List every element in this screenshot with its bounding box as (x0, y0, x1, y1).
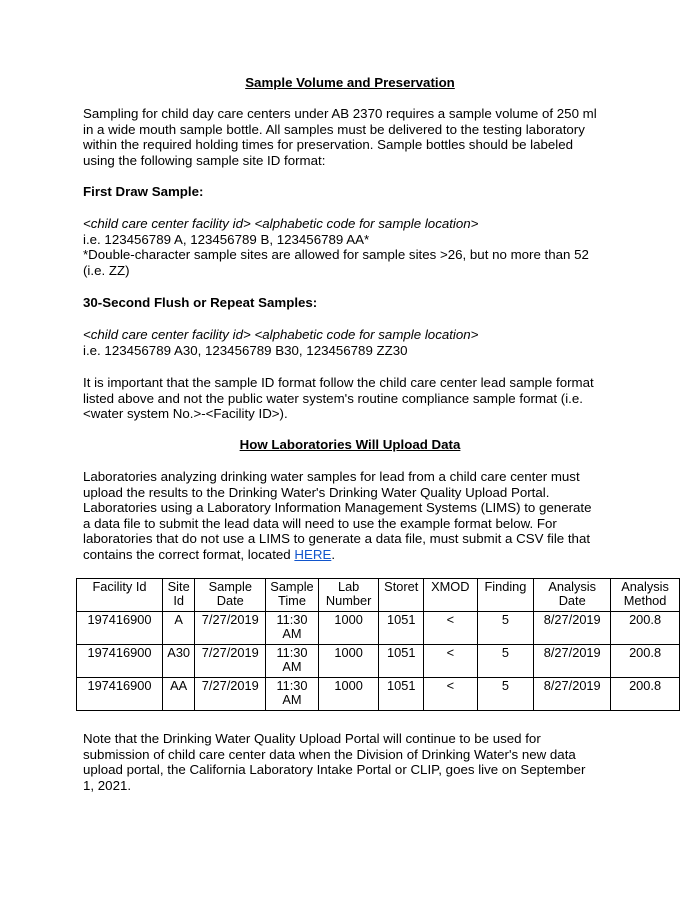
note-line: Note that the Drinking Water Quality Upload Portal will continue to be used for (83, 731, 541, 746)
cell-analysis-date: 8/27/2019 (534, 645, 611, 678)
cell-facility-id: 197416900 (77, 612, 163, 645)
header-facility-id: Facility Id (77, 579, 163, 612)
cell-sample-date: 7/27/2019 (195, 612, 266, 645)
cell-lab-number: 1000 (318, 678, 379, 711)
cell-finding: 5 (477, 612, 534, 645)
cell-xmod: < (424, 612, 478, 645)
table-row (77, 678, 680, 711)
important-line: listed above and not the public water system's routine compliance sample format (i.e. (83, 390, 583, 406)
intro-paragraph (83, 106, 683, 168)
cell-lab-number: 1000 (318, 612, 379, 645)
cell-site-id: A (162, 612, 194, 645)
table-row (77, 645, 680, 678)
upload-line-suffix: . (331, 546, 336, 562)
important-line: It is important that the sample ID format follow the child care center lead sample format (83, 375, 594, 390)
cell-site-id: AA (162, 678, 194, 711)
note-line: 1, 2021. (83, 777, 132, 793)
first-draw-note-line: *Double-character sample sites are allowed for sample sites >26, but no more than 52 (83, 247, 589, 263)
cell-storet: 1051 (379, 645, 424, 678)
first-draw-block (83, 216, 683, 278)
table-row (77, 612, 680, 645)
upload-line: laboratories that do not use a LIMS to generate a data file, must submit a CSV file that (83, 531, 591, 547)
upload-line: Laboratories analyzing drinking water samples for lead from a child care center must (83, 469, 580, 484)
first-draw-example: i.e. 123456789 A, 123456789 B, 123456789 AA* (83, 231, 370, 247)
header-xmod: XMOD (424, 579, 478, 612)
cell-xmod: < (424, 678, 478, 711)
upload-line-last (83, 547, 683, 563)
header-lab-number: Lab Number (318, 579, 379, 612)
header-analysis-date: Analysis Date (534, 579, 611, 612)
header-sample-time: Sample Time (266, 579, 319, 612)
cell-site-id: A30 (162, 645, 194, 678)
cell-sample-date: 7/27/2019 (195, 645, 266, 678)
here-link[interactable]: HERE (294, 546, 332, 562)
cell-sample-date: 7/27/2019 (195, 678, 266, 711)
cell-storet: 1051 (379, 678, 424, 711)
intro-line: Sampling for child day care centers under AB 2370 requires a sample volume of 250 ml (83, 106, 597, 121)
header-analysis-method: Analysis Method (611, 579, 680, 612)
section-heading-sample-volume: Sample Volume and Preservation (245, 75, 455, 90)
first-draw-format: <child care center facility id> <alphabetic code for sample location> (83, 216, 479, 231)
header-finding: Finding (477, 579, 534, 612)
note-paragraph (83, 731, 683, 793)
cell-analysis-method: 200.8 (611, 678, 680, 711)
cell-xmod: < (424, 645, 478, 678)
header-storet: Storet (379, 579, 424, 612)
cell-sample-time: 11:30 AM (266, 612, 319, 645)
cell-analysis-method: 200.8 (611, 612, 680, 645)
cell-analysis-date: 8/27/2019 (534, 612, 611, 645)
intro-line: within the required holding times for preservation. Sample bottles should be labeled (83, 137, 574, 153)
intro-line: in a wide mouth sample bottle. All samples must be delivered to the testing laboratory (83, 121, 585, 137)
cell-finding: 5 (477, 678, 534, 711)
cell-facility-id: 197416900 (77, 645, 163, 678)
cell-analysis-date: 8/27/2019 (534, 678, 611, 711)
cell-lab-number: 1000 (318, 645, 379, 678)
header-site-id: Site Id (162, 579, 194, 612)
lead-data-table (76, 578, 680, 711)
cell-sample-time: 11:30 AM (266, 678, 319, 711)
note-line: upload portal, the California Laboratory Intake Portal or CLIP, goes live on September (83, 762, 586, 778)
cell-analysis-method: 200.8 (611, 645, 680, 678)
upload-line-prefix: contains the correct format, located (83, 546, 295, 562)
important-paragraph (83, 375, 683, 422)
cell-storet: 1051 (379, 612, 424, 645)
intro-line: using the following sample site ID format: (83, 152, 326, 168)
flush-block (83, 327, 683, 358)
upload-line: a data file to submit the lead data will need to use the example format below. For (83, 515, 557, 531)
flush-title: 30-Second Flush or Repeat Samples: (83, 295, 318, 310)
upload-line: upload the results to the Drinking Water's Drinking Water Quality Upload Portal. (83, 484, 550, 500)
header-sample-date: Sample Date (195, 579, 266, 612)
cell-sample-time: 11:30 AM (266, 645, 319, 678)
note-line: submission of child care center data when the Division of Drinking Water's new data (83, 746, 576, 762)
first-draw-note-line: (i.e. ZZ) (83, 262, 130, 278)
table-header-row (77, 579, 680, 612)
cell-facility-id: 197416900 (77, 678, 163, 711)
flush-example: i.e. 123456789 A30, 123456789 B30, 123456789 ZZ30 (83, 342, 408, 358)
upload-line: Laboratories using a Laboratory Information Management Systems (LIMS) to generate (83, 500, 592, 516)
first-draw-title: First Draw Sample: (83, 184, 204, 199)
section-heading-upload-data: How Laboratories Will Upload Data (239, 437, 461, 452)
cell-finding: 5 (477, 645, 534, 678)
upload-paragraph (83, 469, 683, 563)
important-line: <water system No.>-<Facility ID>). (83, 406, 288, 422)
flush-format: <child care center facility id> <alphabetic code for sample location> (83, 327, 479, 342)
